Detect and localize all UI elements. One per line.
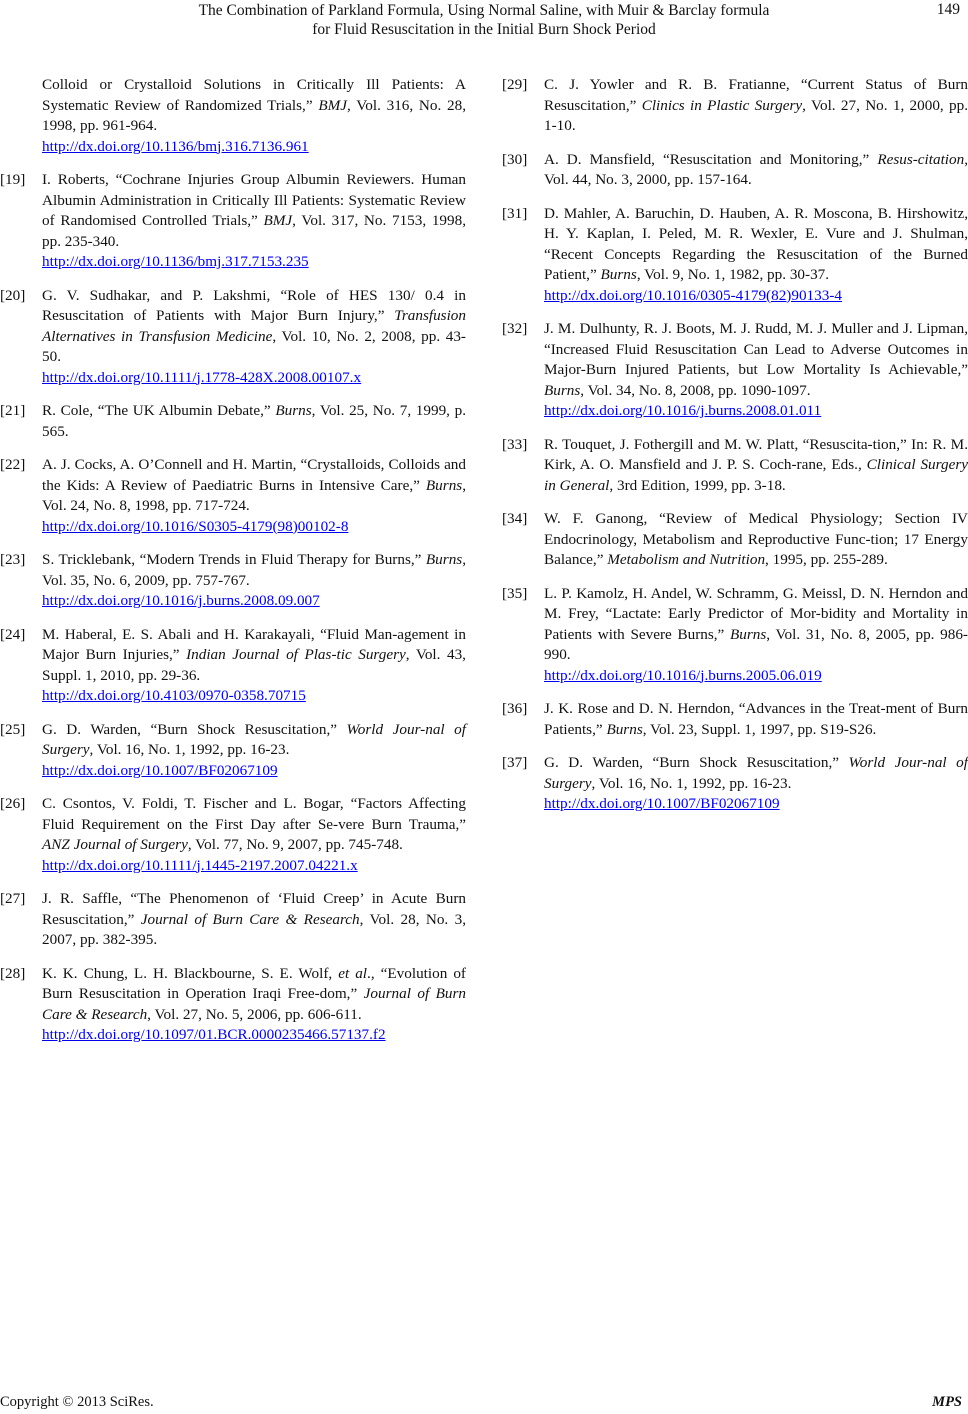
- doi-link[interactable]: http://dx.doi.org/10.1007/BF02067109: [544, 795, 780, 812]
- reference-number: [22]: [0, 456, 26, 473]
- doi-link[interactable]: http://dx.doi.org/10.1016/j.burns.2008.09.007: [42, 592, 320, 609]
- reference-number: [29]: [502, 76, 528, 93]
- reference-28: [28] K. K. Chung, L. H. Blackbourne, S. E. Wolf, et al., “Evolution of Burn Resuscitation in Operation Iraqi Free-dom,” Journal of Burn Care & Research, Vol. 27, No. 5, 2006, pp. 606-611. http://dx.doi.org/10.1097/01.BCR.0000235466.57137.f2: [0, 964, 466, 1046]
- doi-link[interactable]: http://dx.doi.org/10.1016/j.burns.2005.06.019: [544, 666, 822, 684]
- reference-number: [19]: [0, 171, 26, 188]
- doi-link[interactable]: http://dx.doi.org/10.1016/j.burns.2008.01.011: [544, 402, 822, 419]
- reference-23: [23] S. Tricklebank, “Modern Trends in Fluid Therapy for Burns,” Burns, Vol. 35, No. 6, 2009, pp. 757-767. http://dx.doi.org/10.1016/j.burns.2008.09.007: [0, 550, 466, 612]
- reference-37: [37] G. D. Warden, “Burn Shock Resuscitation,” World Jour-nal of Surgery, Vol. 16, No. 1, 1992, pp. 16-23. http://dx.doi.org/10.1007/BF02067109: [502, 753, 968, 815]
- header-title-line2: for Fluid Resuscitation in the Initial Burn Shock Period: [312, 21, 656, 38]
- doi-link[interactable]: http://dx.doi.org/10.1097/01.BCR.0000235466.57137.f2: [42, 1026, 386, 1043]
- reference-25: [25] G. D. Warden, “Burn Shock Resuscitation,” World Jour-nal of Surgery, Vol. 16, No. 1, 1992, pp. 16-23. http://dx.doi.org/10.1007/BF02067109: [0, 720, 466, 782]
- reference-27: [27] J. R. Saffle, “The Phenomenon of ‘Fluid Creep’ in Acute Burn Resuscitation,” Journal of Burn Care & Research, Vol. 28, No. 3, 2007, pp. 382-395.: [0, 890, 466, 948]
- reference-number: [26]: [0, 795, 26, 812]
- doi-link[interactable]: http://dx.doi.org/10.1016/0305-4179(82)90133-4: [544, 286, 842, 304]
- reference-number: [20]: [0, 286, 26, 304]
- reference-36: [36] J. K. Rose and D. N. Herndon, “Advances in the Treat-ment of Burn Patients,” Burns, Vol. 23, Suppl. 1, 1997, pp. S19-S26.: [502, 700, 968, 738]
- reference-20: [20] G. V. Sudhakar, and P. Lakshmi, “Role of HES 130/ 0.4 in Resuscitation of Patients with Major Burn Injury,” Transfusion Alternatives in Transfusion Medicine, Vol. 10, No. 2, 2008, pp. 43-50. http://dx.doi.org/10.1111/j.1778-428X.2008.00107.x: [0, 286, 466, 389]
- reference-number: [31]: [502, 204, 528, 222]
- reference-number: [37]: [502, 754, 528, 771]
- right-column: [502, 75, 968, 828]
- reference-26: [26] C. Csontos, V. Foldi, T. Fischer and L. Bogar, “Factors Affecting Fluid Requirement on the First Day after Se-vere Burn Trauma,” ANZ Journal of Surgery, Vol. 77, No. 9, 2007, pp. 745-748. http://dx.doi.org/10.1111/j.1445-2197.2007.04221.x: [0, 794, 466, 876]
- copyright-notice: Copyright © 2013 SciRes.: [0, 1394, 154, 1410]
- reference-number: [36]: [502, 700, 528, 717]
- journal-abbrev: MPS: [932, 1394, 962, 1410]
- doi-link[interactable]: http://dx.doi.org/10.4103/0970-0358.70715: [42, 687, 306, 704]
- reference-number: [27]: [0, 890, 26, 907]
- doi-link[interactable]: http://dx.doi.org/10.1136/bmj.316.7136.961: [42, 137, 309, 155]
- reference-number: [21]: [0, 402, 26, 419]
- reference-19: [19] I. Roberts, “Cochrane Injuries Group Albumin Reviewers. Human Albumin Administration in Critically Ill Patients: Systematic Review of Randomised Controlled Trials,” BMJ, Vol. 317, No. 7153, 1998, pp. 235-340. http://dx.doi.org/10.1136/bmj.317.7153.235: [0, 170, 466, 273]
- reference-number: [35]: [502, 584, 528, 602]
- reference-31: [31] D. Mahler, A. Baruchin, D. Hauben, A. R. Moscona, B. Hirshowitz, H. Y. Kaplan, I. Peled, M. R. Wexler, E. Vure and J. Shulman, “Recent Concepts Regarding the Resuscitation of the Burned Patient,” Burns, Vol. 9, No. 1, 1982, pp. 30-37. http://dx.doi.org/10.1016/0305-4179(82)90133-4: [502, 204, 968, 307]
- reference-29: [29] C. J. Yowler and R. B. Fratianne, “Current Status of Burn Resuscitation,” Clinics in Plastic Surgery, Vol. 27, No. 1, 2000, pp. 1-10.: [502, 76, 968, 134]
- reference-number: [34]: [502, 510, 528, 527]
- reference-34: [34] W. F. Ganong, “Review of Medical Physiology; Section IV Endocrinology, Metabolism and Reproductive Func-tion; 17 Energy Balance,” Metabolism and Nutrition, 1995, pp. 255-289.: [502, 510, 968, 568]
- reference-32: [32] J. M. Dulhunty, R. J. Boots, M. J. Rudd, M. J. Muller and J. Lipman, “Increased Fluid Resuscitation Can Lead to Adverse Outcomes in Major-Burn Injured Patients, but Low Mortality Is Achievable,” Burns, Vol. 34, No. 8, 2008, pp. 1090-1097. http://dx.doi.org/10.1016/j.burns.2008.01.011: [502, 319, 968, 422]
- reference-number: [28]: [0, 964, 26, 982]
- reference-22: [22] A. J. Cocks, A. O’Connell and H. Martin, “Crystalloids, Colloids and the Kids: A Review of Paediatric Burns in Intensive Care,” Burns, Vol. 24, No. 8, 1998, pp. 717-724. http://dx.doi.org/10.1016/S0305-4179(98)00102-8: [0, 455, 466, 537]
- reference-30: [30] A. D. Mansfield, “Resuscitation and Monitoring,” Resus-citation, Vol. 44, No. 3, 2000, pp. 157-164.: [502, 150, 968, 188]
- reference-18-continued: Colloid or Crystalloid Solutions in Critically Ill Patients: A Systematic Review of Randomized Trials,” BMJ, Vol. 316, No. 28, 1998, pp. 961-964. http://dx.doi.org/10.1136/bmj.316.7136.961: [0, 75, 466, 157]
- reference-21: [21] R. Cole, “The UK Albumin Debate,” Burns, Vol. 25, No. 7, 1999, p. 565.: [0, 402, 467, 440]
- reference-number: [24]: [0, 625, 26, 643]
- doi-link[interactable]: http://dx.doi.org/10.1007/BF02067109: [42, 761, 278, 779]
- reference-35: [35] L. P. Kamolz, H. Andel, W. Schramm, G. Meissl, D. N. Herndon and M. Frey, “Lactate: Early Predictor of Mor-bidity and Mortality in Patients with Severe Burns,” Burns, Vol. 31, No. 8, 2005, pp. 986-990. http://dx.doi.org/10.1016/j.burns.2005.06.019: [502, 584, 968, 687]
- reference-33: [33] R. Touquet, J. Fothergill and M. W. Platt, “Resuscita-tion,” In: R. M. Kirk, A. O. Mansfield and J. P. S. Coch-rane, Eds., Clinical Surgery in General, 3rd Edition, 1999, pp. 3-18.: [502, 435, 968, 494]
- reference-number: [33]: [502, 435, 528, 453]
- reference-number: [32]: [502, 320, 528, 337]
- doi-link[interactable]: http://dx.doi.org/10.1111/j.1778-428X.2008.00107.x: [42, 368, 362, 386]
- reference-number: [30]: [502, 150, 528, 168]
- doi-link[interactable]: http://dx.doi.org/10.1136/bmj.317.7153.235: [42, 253, 309, 270]
- reference-number: [23]: [0, 551, 26, 568]
- doi-link[interactable]: http://dx.doi.org/10.1016/S0305-4179(98)00102-8: [42, 517, 349, 535]
- running-header: [0, 0, 968, 44]
- reference-24: [24] M. Haberal, E. S. Abali and H. Karakayali, “Fluid Man-agement in Major Burn Injuries,” Indian Journal of Plas-tic Surgery, Vol. 43, Suppl. 1, 2010, pp. 29-36. http://dx.doi.org/10.4103/0970-0358.70715: [0, 625, 466, 707]
- left-column: [0, 75, 466, 1059]
- header-title-line1: The Combination of Parkland Formula, Using Normal Saline, with Muir & Barclay formula: [198, 2, 770, 19]
- page-number: 149: [936, 1, 960, 18]
- reference-number: [25]: [0, 720, 26, 738]
- doi-link[interactable]: http://dx.doi.org/10.1111/j.1445-2197.2007.04221.x: [42, 856, 358, 874]
